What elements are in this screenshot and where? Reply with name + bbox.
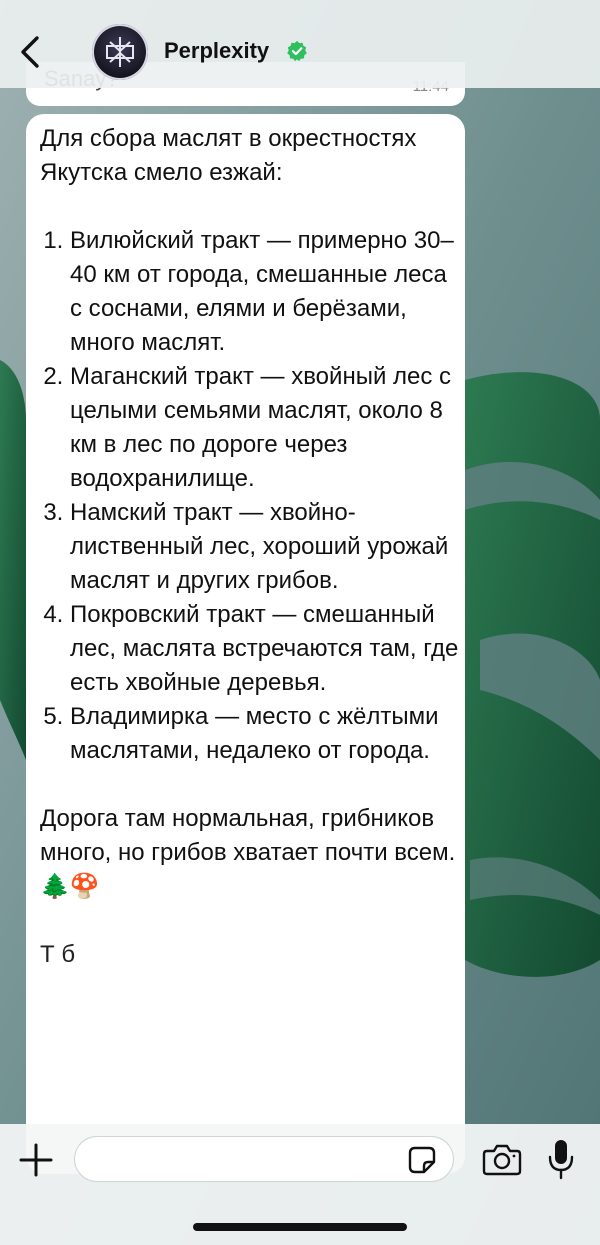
microphone-icon[interactable] [546,1138,576,1180]
contact-avatar[interactable] [92,24,148,80]
plus-icon[interactable] [16,1140,56,1180]
list-item: 5. Владимирка — место с жёлтыми маслятами, недалеко от города. [70,700,460,768]
back-chevron-icon [19,35,41,69]
message-input[interactable] [74,1136,454,1182]
contact-name[interactable]: Perplexity [164,38,270,63]
message-text [40,122,460,972]
back-button[interactable] [10,30,50,74]
list-item: 3. Намский тракт — хвойно-лиственный лес, хороший урожай маслят и других грибов. [70,496,460,598]
chat-header [0,0,600,88]
verified-badge-icon [286,40,308,62]
message-list [40,224,460,768]
message-intro: Для сбора маслят в окрестностях Якутска смело езжай: [40,125,417,186]
sticker-icon[interactable] [406,1144,438,1176]
list-item: 2. Маганский тракт — хвойный лес с целыми семьями маслят, около 8 км в лес по дороге через водохранилище. [70,360,460,496]
perplexity-logo-icon [102,34,138,70]
message-closing: Дорога там нормальная, грибников много, но грибов хватает почти всем. 🌲🍄 [40,805,456,900]
list-item: 4. Покровский тракт — смешанный лес, маслята встречаются там, где есть хвойные деревья. [70,598,460,700]
message-cutoff-text: Т б [40,941,76,968]
camera-icon[interactable] [482,1142,522,1176]
list-item: 1. Вилюйский тракт — примерно 30–40 км от города, смешанные леса с соснами, елями и берёзами, много маслят. [70,224,460,360]
home-indicator [193,1223,407,1231]
